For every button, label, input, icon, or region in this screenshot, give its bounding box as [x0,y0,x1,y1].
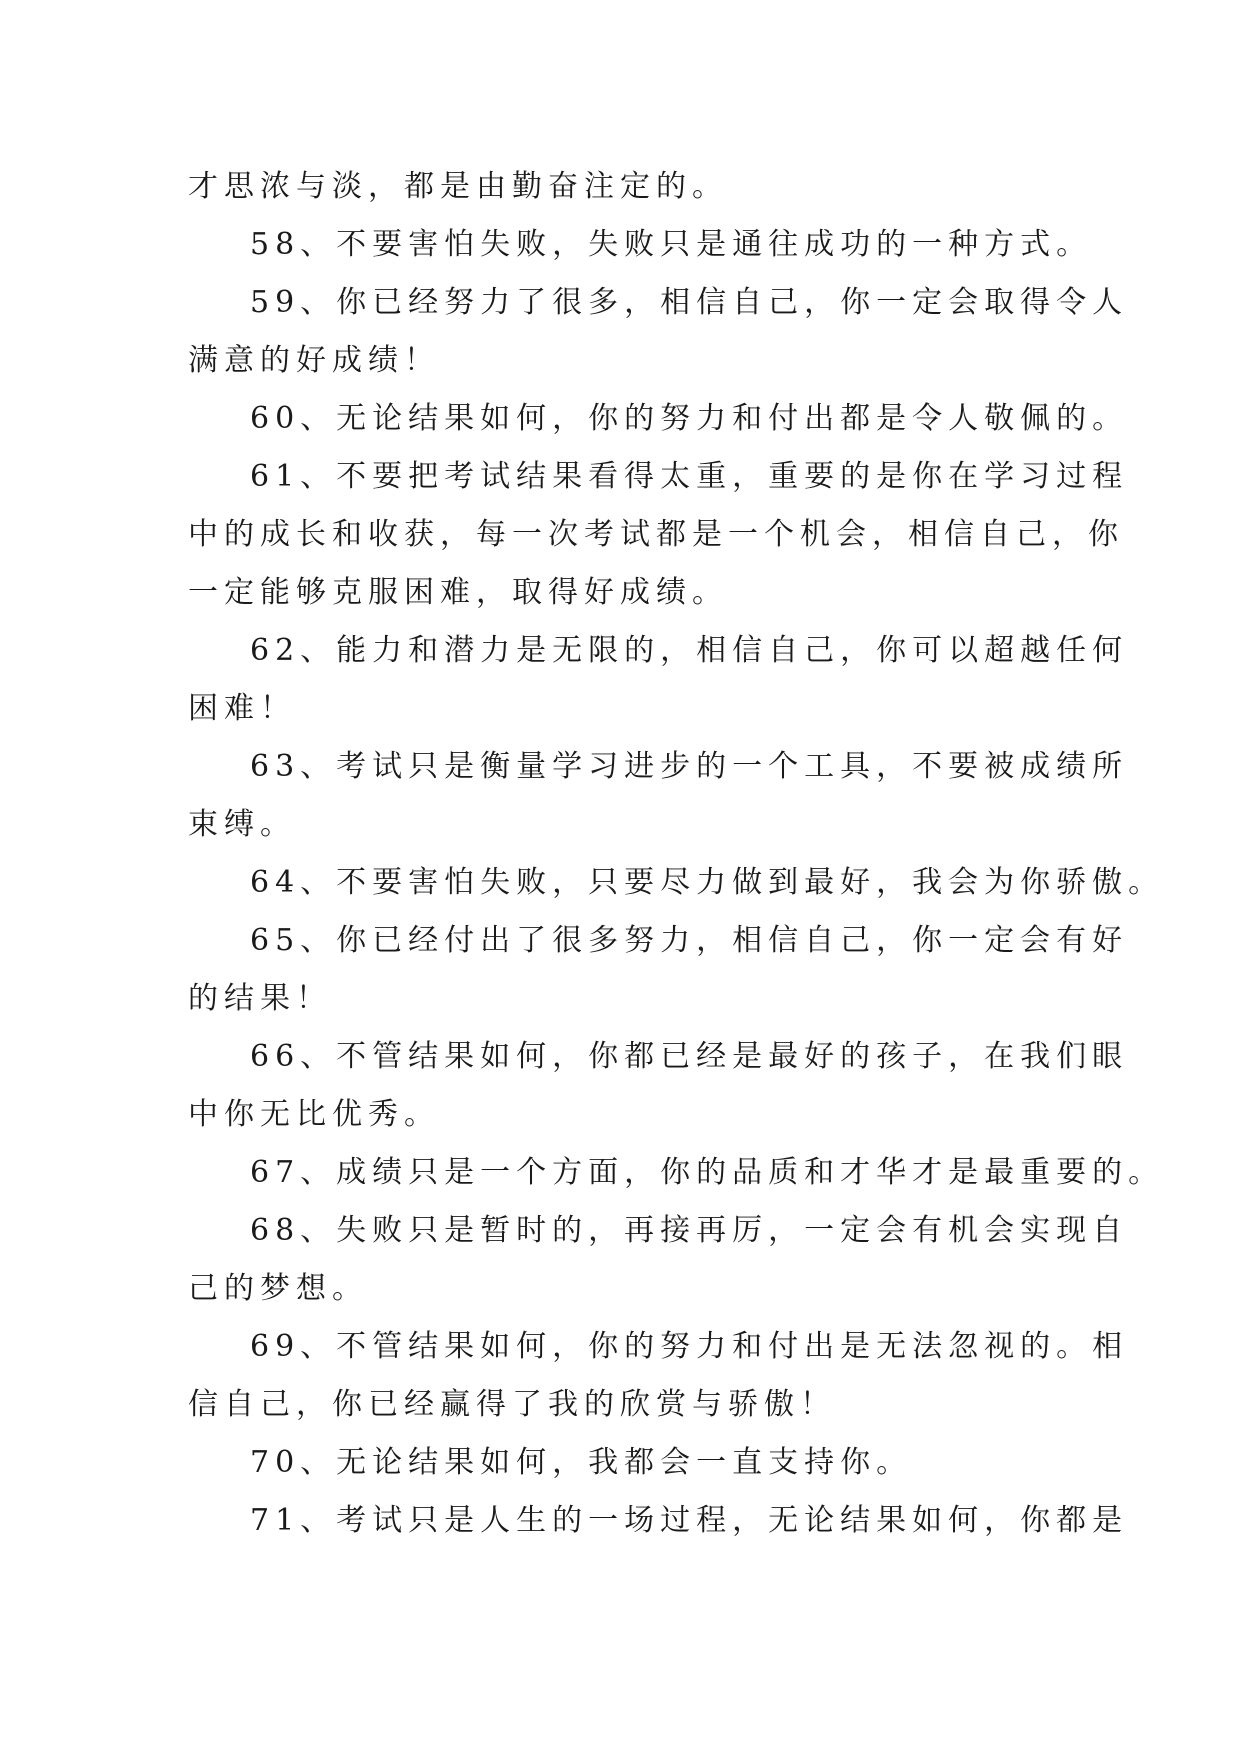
text-line: 70、无论结果如何，我都会一直支持你。 [250,1445,913,1480]
text-line: 63、考试只是衡量学习进步的一个工具，不要被成绩所 [250,749,1129,784]
text-line: 67、成绩只是一个方面，你的品质和才华才是最重要的。 [250,1155,1165,1190]
text-line: 信自己，你已经赢得了我的欣赏与骄傲！ [188,1387,836,1422]
text-line: 62、能力和潜力是无限的，相信自己，你可以超越任何 [250,633,1129,668]
text-line: 束缚。 [188,807,296,842]
text-line: 中的成长和收获，每一次考试都是一个机会，相信自己，你 [188,517,1124,552]
document-body [188,158,1165,1550]
text-line: 66、不管结果如何，你都已经是最好的孩子，在我们眼 [250,1039,1129,1074]
text-line: 68、失败只是暂时的，再接再厉，一定会有机会实现自 [250,1213,1129,1248]
text-line: 69、不管结果如何，你的努力和付出是无法忽视的。相 [250,1329,1129,1364]
text-line: 71、考试只是人生的一场过程，无论结果如何，你都是 [250,1503,1129,1538]
text-line: 中你无比优秀。 [188,1097,440,1132]
text-line: 才思浓与淡，都是由勤奋注定的。 [188,169,728,204]
text-line: 58、不要害怕失败，失败只是通往成功的一种方式。 [250,227,1093,262]
text-line: 己的梦想。 [188,1271,368,1306]
text-line: 65、你已经付出了很多努力，相信自己，你一定会有好 [250,923,1129,958]
text-line: 困难！ [188,691,296,726]
text-line: 一定能够克服困难，取得好成绩。 [188,575,728,610]
text-line: 满意的好成绩！ [188,343,440,378]
text-line: 60、无论结果如何，你的努力和付出都是令人敬佩的。 [250,401,1129,436]
text-line: 64、不要害怕失败，只要尽力做到最好，我会为你骄傲。 [250,865,1165,900]
text-line: 59、你已经努力了很多，相信自己，你一定会取得令人 [250,285,1129,320]
text-line: 的结果！ [188,981,332,1016]
text-line: 61、不要把考试结果看得太重，重要的是你在学习过程 [250,459,1129,494]
